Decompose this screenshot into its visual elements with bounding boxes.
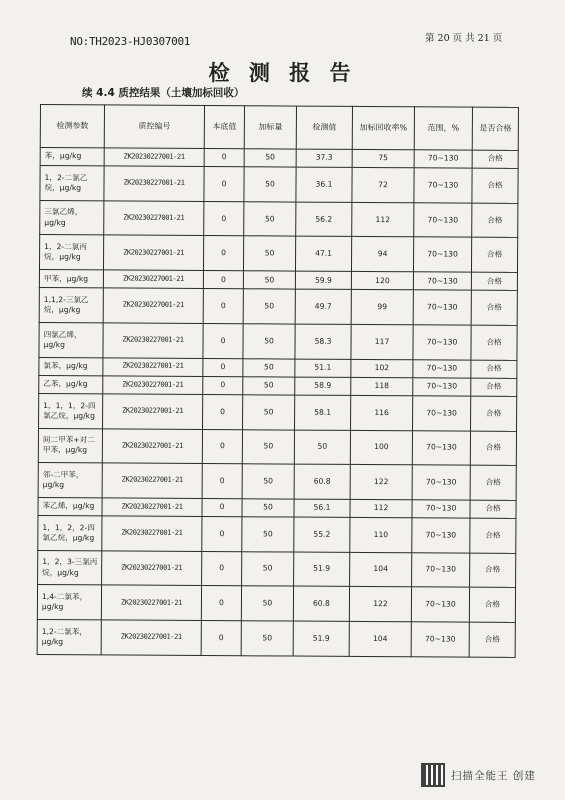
- cell-qc-code: ZK20230227001-21: [102, 428, 202, 463]
- cell-parameter: 1，1，2，2-四氯乙烷，μg/kg: [38, 516, 102, 551]
- cell-recovery-rate: 112: [350, 499, 412, 518]
- cell-measured: 58.1: [295, 395, 351, 430]
- cell-qc-code: ZK20230227001-21: [102, 551, 202, 586]
- cell-range: 70~130: [412, 430, 470, 465]
- cell-pass: 合格: [470, 553, 516, 588]
- cell-pass: 合格: [469, 588, 515, 623]
- cell-qc-code: ZK20230227001-21: [101, 585, 201, 620]
- cell-parameter: 苯，μg/kg: [40, 148, 104, 167]
- cell-measured: 56.2: [296, 202, 352, 237]
- cell-recovery-rate: 100: [350, 430, 412, 465]
- cell-recovery-rate: 120: [351, 272, 413, 291]
- page-number: 第 20 页 共 21 页: [425, 33, 503, 44]
- cell-range: 70~130: [413, 378, 471, 396]
- cell-parameter: 1,4-二氯苯，μg/kg: [37, 585, 101, 620]
- column-header: 质控编号: [104, 105, 204, 149]
- cell-background: 0: [202, 517, 242, 552]
- cell-recovery-rate: 104: [350, 552, 412, 587]
- cell-qc-code: ZK20230227001-21: [102, 498, 202, 517]
- cell-parameter: 甲苯，μg/kg: [39, 270, 103, 289]
- cell-background: 0: [202, 551, 242, 586]
- report-number: NO:TH2023-HJ0307001: [70, 35, 191, 48]
- table-row: [38, 516, 516, 554]
- cell-pass: 合格: [471, 290, 517, 325]
- cell-pass: 合格: [470, 500, 516, 518]
- cell-spike-amount: 50: [242, 551, 294, 586]
- cell-pass: 合格: [472, 168, 518, 203]
- cell-spike-amount: 50: [244, 202, 296, 237]
- cell-measured: 60.8: [293, 586, 349, 621]
- scanner-watermark-text: 扫描全能王 创建: [451, 769, 536, 782]
- cell-measured: 58.9: [295, 377, 351, 395]
- table-row: [39, 235, 517, 273]
- cell-qc-code: ZK20230227001-21: [104, 201, 204, 236]
- cell-recovery-rate: 117: [351, 324, 413, 359]
- qc-results-table: [37, 104, 519, 658]
- table-row: [38, 550, 516, 588]
- cell-parameter: 1,2-二氯苯，μg/kg: [37, 620, 101, 655]
- column-header: 范围，%: [414, 107, 472, 150]
- cell-background: 0: [204, 201, 244, 236]
- table-row: [40, 166, 518, 204]
- cell-range: 70~130: [414, 150, 472, 168]
- cell-spike-amount: 50: [243, 236, 295, 271]
- cell-parameter: 四氯乙烯，μg/kg: [39, 322, 103, 357]
- cell-qc-code: ZK20230227001-21: [101, 620, 201, 656]
- cell-recovery-rate: 99: [351, 290, 413, 325]
- cell-range: 70~130: [413, 237, 471, 272]
- cell-qc-code: ZK20230227001-21: [103, 270, 203, 289]
- cell-spike-amount: 50: [243, 377, 295, 395]
- cell-measured: 60.8: [294, 464, 350, 499]
- cell-pass: 合格: [471, 238, 517, 273]
- cell-background: 0: [203, 289, 243, 324]
- cell-measured: 50: [294, 430, 350, 465]
- cell-measured: 36.1: [296, 167, 352, 202]
- cell-range: 70~130: [413, 325, 471, 360]
- cell-background: 0: [203, 394, 243, 429]
- column-header: 加标回收率%: [352, 106, 414, 149]
- cell-background: 0: [204, 167, 244, 202]
- cell-background: 0: [203, 236, 243, 271]
- column-header: 检测参数: [40, 105, 104, 148]
- cell-qc-code: ZK20230227001-21: [103, 323, 203, 358]
- cell-measured: 51.9: [294, 552, 350, 587]
- cell-range: 70~130: [414, 203, 472, 238]
- table-row: [38, 463, 516, 501]
- cell-recovery-rate: 75: [352, 149, 414, 168]
- cell-spike-amount: 50: [243, 395, 295, 430]
- cell-qc-code: ZK20230227001-21: [104, 148, 204, 167]
- cell-measured: 49.7: [295, 289, 351, 324]
- cell-pass: 合格: [470, 518, 516, 553]
- cell-pass: 合格: [470, 465, 516, 500]
- column-header: 检测值: [296, 106, 352, 149]
- cell-recovery-rate: 122: [349, 587, 411, 622]
- table-row: [38, 428, 516, 466]
- cell-range: 70~130: [411, 587, 469, 622]
- cell-spike-amount: 50: [241, 586, 293, 621]
- cell-pass: 合格: [471, 378, 517, 396]
- cell-parameter: 1，2-二氯丙烷，μg/kg: [39, 235, 103, 270]
- cell-background: 0: [201, 621, 241, 656]
- cell-recovery-rate: 104: [349, 621, 411, 656]
- cell-recovery-rate: 94: [351, 237, 413, 272]
- cell-pass: 合格: [470, 431, 516, 466]
- cell-pass: 合格: [469, 622, 515, 657]
- cell-spike-amount: 50: [241, 621, 293, 656]
- section-subtitle: 续 4.4 质控结果（土壤加标回收）: [82, 87, 245, 99]
- cell-range: 70~130: [412, 465, 470, 500]
- qr-code-icon: [421, 763, 445, 787]
- cell-parameter: 1，2，3-三氯丙烷，μg/kg: [38, 550, 102, 585]
- cell-recovery-rate: 102: [351, 359, 413, 378]
- cell-pass: 合格: [471, 325, 517, 360]
- cell-background: 0: [203, 271, 243, 289]
- column-header: 是否合格: [472, 107, 518, 150]
- cell-range: 70~130: [413, 272, 471, 290]
- cell-range: 70~130: [411, 622, 469, 657]
- column-header: 本底值: [204, 106, 244, 149]
- cell-pass: 合格: [472, 150, 518, 168]
- cell-pass: 合格: [472, 203, 518, 238]
- cell-range: 70~130: [412, 500, 470, 518]
- cell-spike-amount: 50: [244, 167, 296, 202]
- cell-parameter: 1,1,2-三氯乙烷，μg/kg: [39, 288, 103, 323]
- cell-background: 0: [203, 376, 243, 394]
- cell-measured: 58.3: [295, 324, 351, 359]
- cell-spike-amount: 50: [242, 517, 294, 552]
- cell-qc-code: ZK20230227001-21: [103, 235, 203, 270]
- cell-range: 70~130: [412, 553, 470, 588]
- cell-qc-code: ZK20230227001-21: [103, 394, 203, 429]
- cell-pass: 合格: [471, 360, 517, 378]
- cell-range: 70~130: [412, 518, 470, 553]
- cell-spike-amount: 50: [243, 271, 295, 289]
- table-header-row: [40, 105, 518, 151]
- cell-qc-code: ZK20230227001-21: [103, 376, 203, 395]
- cell-range: 70~130: [414, 168, 472, 203]
- cell-background: 0: [204, 149, 244, 167]
- cell-measured: 55.2: [294, 517, 350, 552]
- cell-parameter: 乙苯，μg/kg: [39, 375, 103, 394]
- cell-spike-amount: 50: [243, 289, 295, 324]
- cell-recovery-rate: 112: [352, 202, 414, 237]
- cell-recovery-rate: 118: [351, 377, 413, 396]
- column-header: 加标量: [244, 106, 296, 149]
- cell-measured: 51.9: [293, 621, 349, 656]
- cell-pass: 合格: [471, 272, 517, 290]
- cell-spike-amount: 50: [242, 499, 294, 517]
- cell-qc-code: ZK20230227001-21: [102, 516, 202, 551]
- table-body: [37, 148, 518, 658]
- cell-spike-amount: 50: [243, 324, 295, 359]
- cell-measured: 59.9: [295, 271, 351, 289]
- table-row: [39, 393, 517, 431]
- cell-qc-code: ZK20230227001-21: [104, 166, 204, 201]
- cell-parameter: 1，1，1，2-四氯乙烷，μg/kg: [39, 393, 103, 428]
- report-title: 检 测 报 告: [208, 60, 357, 85]
- cell-measured: 51.1: [295, 359, 351, 377]
- table-row: [40, 200, 518, 238]
- table-row: [37, 585, 515, 623]
- cell-recovery-rate: 122: [350, 465, 412, 500]
- scanner-watermark: [421, 763, 536, 787]
- cell-background: 0: [201, 586, 241, 621]
- cell-range: 70~130: [413, 290, 471, 325]
- cell-parameter: 三氯乙烯，μg/kg: [40, 200, 104, 235]
- cell-recovery-rate: 110: [350, 517, 412, 552]
- cell-qc-code: ZK20230227001-21: [102, 463, 202, 498]
- table-row: [37, 620, 515, 658]
- cell-range: 70~130: [413, 359, 471, 377]
- cell-range: 70~130: [413, 396, 471, 431]
- cell-background: 0: [202, 429, 242, 464]
- cell-qc-code: ZK20230227001-21: [103, 288, 203, 323]
- cell-parameter: 间二甲苯+对二甲苯，μg/kg: [38, 428, 102, 463]
- cell-background: 0: [203, 323, 243, 358]
- cell-qc-code: ZK20230227001-21: [103, 358, 203, 377]
- cell-background: 0: [203, 358, 243, 376]
- cell-parameter: 苯乙烯，μg/kg: [38, 497, 102, 516]
- cell-background: 0: [202, 498, 242, 516]
- table-row: [39, 322, 517, 360]
- table-row: [39, 288, 517, 326]
- cell-spike-amount: 50: [244, 149, 296, 167]
- cell-spike-amount: 50: [243, 358, 295, 376]
- cell-pass: 合格: [471, 396, 517, 431]
- cell-background: 0: [202, 464, 242, 499]
- cell-measured: 47.1: [295, 237, 351, 272]
- cell-recovery-rate: 116: [351, 395, 413, 430]
- cell-recovery-rate: 72: [352, 168, 414, 203]
- cell-spike-amount: 50: [242, 429, 294, 464]
- cell-parameter: 邻-二甲苯，μg/kg: [38, 463, 102, 498]
- cell-measured: 56.1: [294, 499, 350, 517]
- cell-parameter: 1，2-二氯乙烷，μg/kg: [40, 166, 104, 201]
- cell-parameter: 氯苯，μg/kg: [39, 357, 103, 376]
- cell-measured: 37.3: [296, 149, 352, 167]
- cell-spike-amount: 50: [242, 464, 294, 499]
